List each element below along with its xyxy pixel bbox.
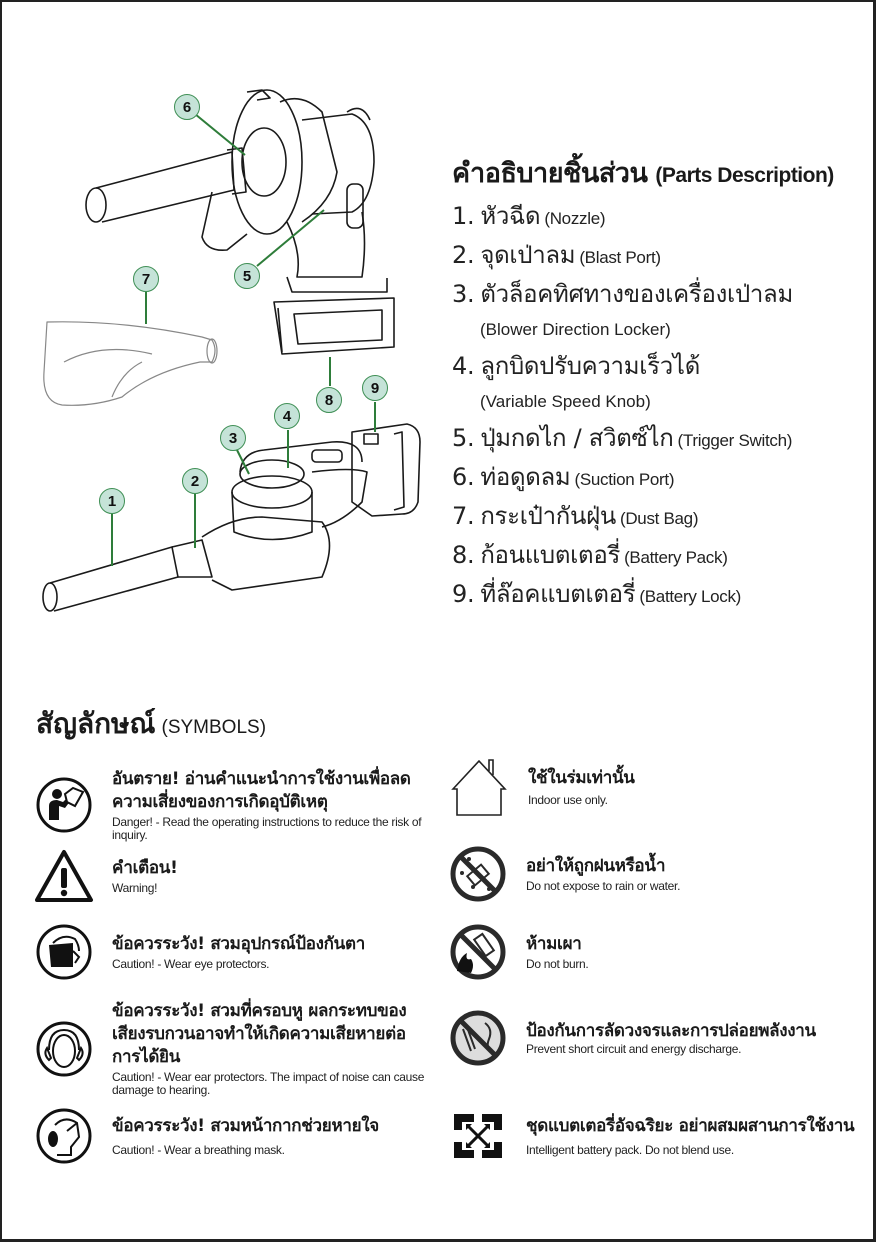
no-water-icon <box>448 844 508 904</box>
part-item-9 <box>452 576 872 615</box>
part-name-en: (Trigger Switch) <box>677 431 793 450</box>
callout-3: 3 <box>220 425 246 451</box>
symbol-text-th: ป้องกันการลัดวงจรและการปล่อยพลังงาน <box>526 1021 816 1041</box>
part-item-7 <box>452 498 872 537</box>
part-name-th: ก้อนแบตเตอรี่ <box>480 541 621 569</box>
symbol-text-th: ชุดแบตเตอรี่อัจฉริยะ อย่าผสมผสานการใช้งาน <box>526 1116 855 1136</box>
part-num: 8. <box>452 541 475 569</box>
symbol-text-en: Warning! <box>112 881 158 895</box>
no-burn-icon <box>448 922 508 982</box>
symbol-no-water <box>448 844 680 904</box>
parts-title-th: คำอธิบายชิ้นส่วน <box>452 158 648 189</box>
symbol-text-th: ข้อควรระวัง! สวมอุปกรณ์ป้องกันตา <box>112 934 365 954</box>
part-num: 3. <box>452 280 475 308</box>
parts-title-en: (Parts Description) <box>655 164 834 187</box>
callout-2: 2 <box>182 468 208 494</box>
symbol-text-th: อันตราย! อ่านคำแนะนำการใช้งานเพื่อลดความเสี่ยงของการเกิดอุบัติเหตุ <box>112 769 411 812</box>
blower-suction-config <box>86 90 394 354</box>
symbol-ear-protection <box>34 1000 434 1097</box>
part-name-th: ปุ่มกดไก / สวิตซ์ไก <box>480 424 674 452</box>
part-num: 7. <box>452 502 475 530</box>
symbol-text-th: ข้อควรระวัง! สวมหน้ากากช่วยหายใจ <box>112 1116 379 1136</box>
eye-protection-icon <box>34 922 94 982</box>
symbol-text-th: คำเตือน! <box>112 858 178 878</box>
blower-blowing-config <box>43 424 420 611</box>
callout-8: 8 <box>316 387 342 413</box>
symbol-text-en: Caution! - Wear a breathing mask. <box>112 1143 285 1157</box>
part-num: 1. <box>452 202 475 230</box>
symbol-text-en: Intelligent battery pack. Do not blend use. <box>526 1143 734 1157</box>
symbol-text-en: Danger! - Read the operating instructions to reduce the risk of inquiry. <box>112 815 422 842</box>
part-num: 5. <box>452 424 475 452</box>
symbol-indoor-use <box>448 756 635 818</box>
part-name-th: ลูกบิดปรับความเร็วได้ <box>480 352 700 380</box>
callout-9: 9 <box>362 375 388 401</box>
symbols-title-en: (SYMBOLS) <box>161 717 267 738</box>
part-name-en: (Battery Pack) <box>624 548 728 567</box>
part-name-th: ท่อดูดลม <box>480 463 571 491</box>
part-num: 6. <box>452 463 475 491</box>
part-num: 9. <box>452 580 475 608</box>
warning-triangle-icon <box>34 846 94 906</box>
symbol-battery-recycle <box>448 1106 854 1166</box>
callout-6: 6 <box>174 94 200 120</box>
no-short-circuit-icon <box>448 1008 508 1068</box>
callout-7: 7 <box>133 266 159 292</box>
parts-title <box>452 152 872 198</box>
read-manual-icon <box>34 775 94 835</box>
part-name-en: (Blast Port) <box>579 248 661 267</box>
leader-lines <box>112 114 375 566</box>
part-item-6 <box>452 459 872 498</box>
callout-1: 1 <box>99 488 125 514</box>
symbol-text-th: ห้ามเผา <box>526 934 582 954</box>
part-item-8 <box>452 537 872 576</box>
symbol-no-burn <box>448 922 588 982</box>
part-item-1 <box>452 198 872 237</box>
part-item-3 <box>452 276 872 312</box>
symbol-eye-protection <box>34 922 365 982</box>
part-item-3-en: (Blower Direction Locker) <box>480 320 671 339</box>
symbols-title <box>36 702 266 746</box>
part-name-en: (Suction Port) <box>574 470 675 489</box>
part-name-en: (Nozzle) <box>544 209 606 228</box>
symbol-text-en: Prevent short circuit and energy discharge. <box>526 1042 742 1056</box>
ear-protection-icon <box>34 1019 94 1079</box>
indoor-house-icon <box>448 756 510 818</box>
symbol-text-en: Caution! - Wear ear protectors. The impact of noise can cause damage to hearing. <box>112 1070 425 1097</box>
blower-illustration <box>2 2 442 642</box>
symbol-text-th: ใช้ในร่มเท่านั้น <box>528 768 635 788</box>
symbol-text-en: Do not burn. <box>526 957 589 971</box>
part-item-5 <box>452 420 872 459</box>
part-item-4-en: (Variable Speed Knob) <box>480 392 651 411</box>
symbol-text-en: Indoor use only. <box>528 793 608 807</box>
part-item-2 <box>452 237 872 276</box>
symbol-text-en: Caution! - Wear eye protectors. <box>112 957 270 971</box>
part-name-th: จุดเป่าลม <box>480 241 576 269</box>
part-name-th: ตัวล็อคทิศทางของเครื่องเป่าลม <box>480 280 793 308</box>
part-name-en: (Dust Bag) <box>619 509 699 528</box>
battery-recycle-icon <box>448 1106 508 1166</box>
symbol-warning <box>34 846 178 906</box>
part-name-th: หัวฉีด <box>480 202 541 230</box>
symbol-text-th: ข้อควรระวัง! สวมที่ครอบหู ผลกระทบของเสียงรบกวนอาจทำให้เกิดความเสียหายต่อการได้ยิน <box>112 1001 407 1067</box>
symbols-title-th: สัญลักษณ์ <box>36 707 156 740</box>
part-num: 4. <box>452 352 475 380</box>
callout-4: 4 <box>274 403 300 429</box>
symbol-read-manual <box>34 768 434 842</box>
parts-description <box>452 152 872 615</box>
symbol-no-short-circuit <box>448 1008 816 1068</box>
symbol-text-en: Do not expose to rain or water. <box>526 879 681 893</box>
symbol-text-th: อย่าให้ถูกฝนหรือน้ำ <box>526 856 666 876</box>
symbol-breathing-mask <box>34 1106 379 1166</box>
part-item-4 <box>452 348 872 384</box>
part-name-en: (Battery Lock) <box>639 587 742 606</box>
part-name-th: ที่ล๊อคแบตเตอรี่ <box>480 580 636 608</box>
callout-5: 5 <box>234 263 260 289</box>
parts-diagram <box>2 2 442 642</box>
dust-bag-drawing <box>44 322 217 406</box>
part-name-th: กระเป๋ากันฝุ่น <box>480 502 616 530</box>
breathing-mask-icon <box>34 1106 94 1166</box>
part-num: 2. <box>452 241 475 269</box>
